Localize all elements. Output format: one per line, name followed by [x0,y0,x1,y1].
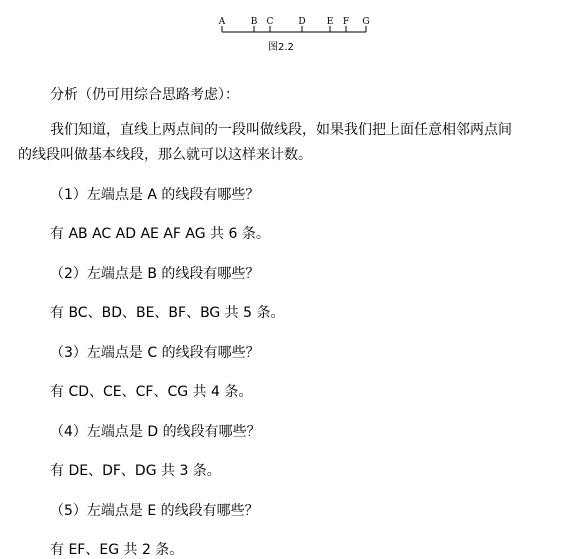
intro-line-1: 我们知道，直线上两点间的一段叫做线段，如果我们把上面任意相邻两点间 [50,122,512,138]
intro-line-2: 的线段叫做基本线段，那么就可以这样来计数。 [18,147,312,163]
question-5: （5）左端点是 E 的线段有哪些？ [50,503,259,519]
point-label-e: E [326,17,334,27]
question-3: （3）左端点是 C 的线段有哪些？ [50,345,260,361]
segment-points [218,17,370,32]
line-segment-figure [0,0,580,60]
question-2: （2）左端点是 B 的线段有哪些？ [50,266,260,282]
answer-3: 有 CD、CE、CF、CG 共 4 条。 [50,384,253,400]
point-label-f: F [342,17,350,27]
answer-5: 有 EF、EG 共 2 条。 [50,542,184,558]
question-1: （1）左端点是 A 的线段有哪些？ [50,187,260,203]
question-4: （4）左端点是 D 的线段有哪些？ [50,424,261,440]
answer-1: 有 AB AC AD AE AF AG 共 6 条。 [50,226,270,242]
point-label-d: D [298,17,306,27]
point-label-a: A [218,17,226,27]
analysis-heading: 分析（仍可用综合思路考虑）： [50,87,239,103]
point-label-b: B [250,17,258,27]
answer-4: 有 DE、DF、DG 共 3 条。 [50,463,221,479]
figure-caption: 图2.2 [268,42,294,53]
answer-2: 有 BC、BD、BE、BF、BG 共 5 条。 [50,305,285,321]
point-label-c: C [266,17,274,27]
point-label-g: G [362,17,370,27]
intro-paragraph [18,118,574,168]
